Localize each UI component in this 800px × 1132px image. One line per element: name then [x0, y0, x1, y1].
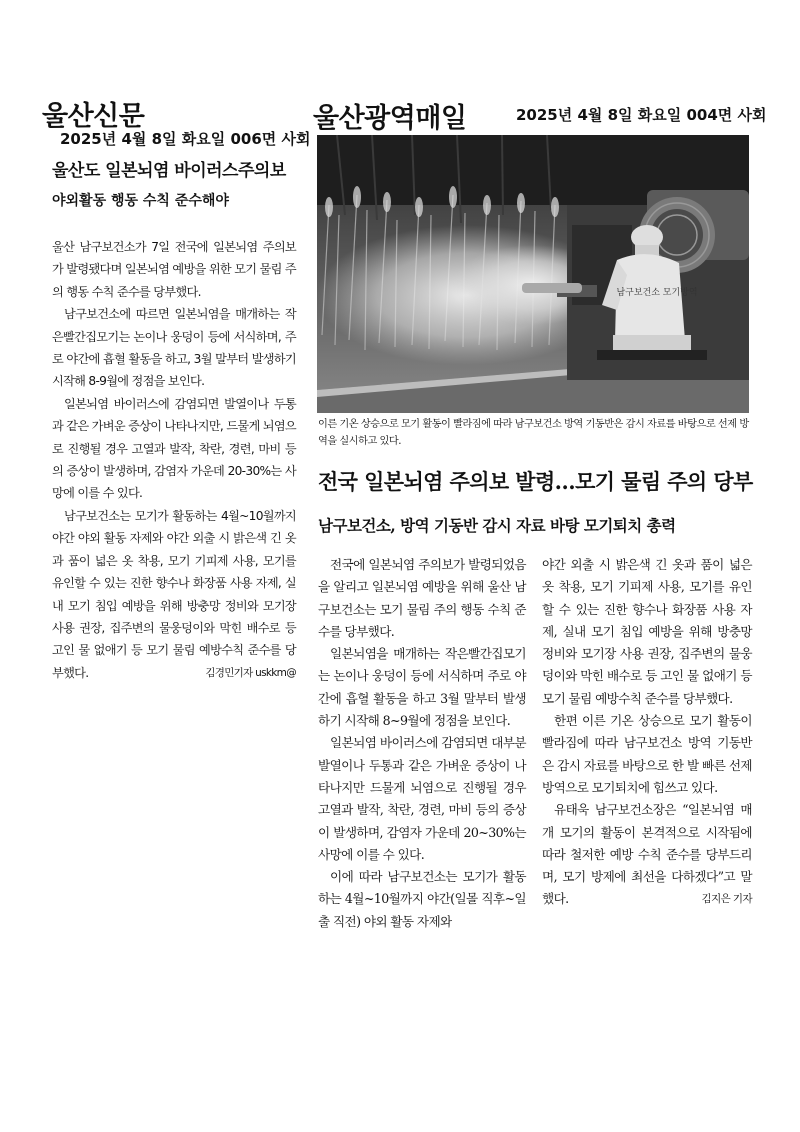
right-col1-paragraph-1: 전국에 일본뇌염 주의보가 발령되었음을 알리고 일본뇌염 예방을 위해 울산 남구보건소는 모기 물림 주의 행동 수칙 준수를 당부했다. — [318, 557, 526, 639]
right-article-column-1 — [318, 554, 526, 933]
left-paragraph-4 — [52, 505, 296, 684]
right-byline: 김지은 기자 — [701, 893, 752, 906]
right-col2-paragraph-1: 야간 외출 시 밝은색 긴 옷과 품이 넓은 옷 착용, 모기 기피제 사용, 모기를 유인할 수 있는 진한 향수나 화장품 사용 자제, 실내 모기 침입 예방을 위해 방충망 정비와 모기장 사용 권장, 집주변의 물웅덩이와 막힌 배수로 등 고인 물 없애기 등 모기 물림 예방수칙 준수를 당부했다. — [542, 557, 752, 706]
left-paragraph-4-text: 남구보건소는 모기가 활동하는 4월~10월까지 야간 야외 활동 자제와 야간 외출 시 밝은색 긴 옷과 품이 넓은 옷 착용, 모기 기피제 사용, 모기를 유인할 수 있는 진한 향수나 화장품 사용 자제, 실내 모기 침입 예방을 위해 방충망 정비와 모기장 사용 권장, 집주변의 물웅덩이와 막힌 배수로 등 고인 물 없애기 등 모기 물림 예방수칙 준수를 당부했다. — [52, 508, 296, 680]
left-byline: 김경민기자 uskkm@ — [205, 666, 296, 679]
right-dateline: 2025년 4월 8일 화요일 004면 사회 — [516, 106, 767, 124]
mosquito-fogging-photo-icon — [317, 135, 749, 413]
right-col2-paragraph-2: 한편 이른 기온 상승으로 모기 활동이 빨라짐에 따라 남구보건소 방역 기동반은 감시 자료를 바탕으로 한 발 빠른 선제 방역으로 모기퇴치에 힘쓰고 있다. — [542, 713, 752, 795]
left-paragraph-3: 일본뇌염 바이러스에 감염되면 발열이나 두통과 같은 가벼운 증상이 나타나지만, 드물게 뇌염으로 진행될 경우 고열과 발작, 착란, 경련, 마비 등의 증상이 발생하며, 감염자 가운데 20-30%는 사망에 이를 수 있다. — [52, 396, 296, 501]
left-article-body — [52, 236, 296, 684]
right-col1-paragraph-2: 일본뇌염을 매개하는 작은빨간집모기는 논이나 웅덩이 등에 서식하며 주로 야간에 흡혈 활동을 하고 3월 말부터 발생하기 시작해 8~9월에 정점을 보인다. — [318, 646, 526, 729]
left-dateline: 2025년 4월 8일 화요일 006면 사회 — [60, 130, 311, 148]
left-subheadline: 야외활동 행동 수칙 준수해야 — [52, 193, 229, 209]
right-subheadline: 남구보건소, 방역 기동반 감시 자료 바탕 모기퇴치 총력 — [318, 516, 676, 535]
right-col2-paragraph-3-text: 유태욱 남구보건소장은 “일본뇌염 매개 모기의 활동이 본격적으로 시작됨에 따라 철저한 예방 수칙 준수를 당부드리며, 모기 방제에 최선을 다하겠다”고 말했다. — [542, 802, 752, 907]
right-article-column-2 — [542, 554, 752, 911]
left-paragraph-1: 울산 남구보건소가 7일 전국에 일본뇌염 주의보가 발령됐다며 일본뇌염 예방을 위한 모기 물림 주의 행동 수칙 준수를 당부했다. — [52, 240, 296, 299]
right-paper-name: 울산광역매일 — [313, 103, 467, 134]
right-col1-paragraph-3: 일본뇌염 바이러스에 감염되면 대부분 발열이나 두통과 같은 가벼운 증상이 나타나지만 드물게 뇌염으로 진행될 경우 고열과 발작, 착란, 경련, 마비 등의 증상이 발생하며, 감염자 가운데 20~30%는 사망에 이를 수 있다. — [318, 735, 526, 862]
article-photo — [317, 135, 749, 413]
photo-caption: 이른 기온 상승으로 모기 활동이 빨라짐에 따라 남구보건소 방역 기동반은 감시 자료를 바탕으로 선제 방역을 실시하고 있다. — [318, 419, 749, 447]
right-headline: 전국 일본뇌염 주의보 발령…모기 물림 주의 당부 — [318, 469, 753, 494]
right-col2-paragraph-3 — [542, 799, 752, 910]
right-col1-paragraph-4: 이에 따라 남구보건소는 모기가 활동하는 4월~10월까지 야간(일몰 직후~일출 직전) 야외 활동 자제와 — [318, 869, 526, 929]
left-paragraph-2: 남구보건소에 따르면 일본뇌염을 매개하는 작은빨간집모기는 논이나 웅덩이 등에 서식하며, 주로 야간에 흡혈 활동을 하고, 3월 말부터 발생하기 시작해 8-9월에 정점을 보인다. — [52, 307, 296, 389]
left-paper-name: 울산신문 — [42, 101, 145, 132]
photo-vest-text: 남구보건소 모기방역 — [616, 288, 698, 298]
left-headline: 울산도 일본뇌염 바이러스주의보 — [52, 161, 286, 181]
